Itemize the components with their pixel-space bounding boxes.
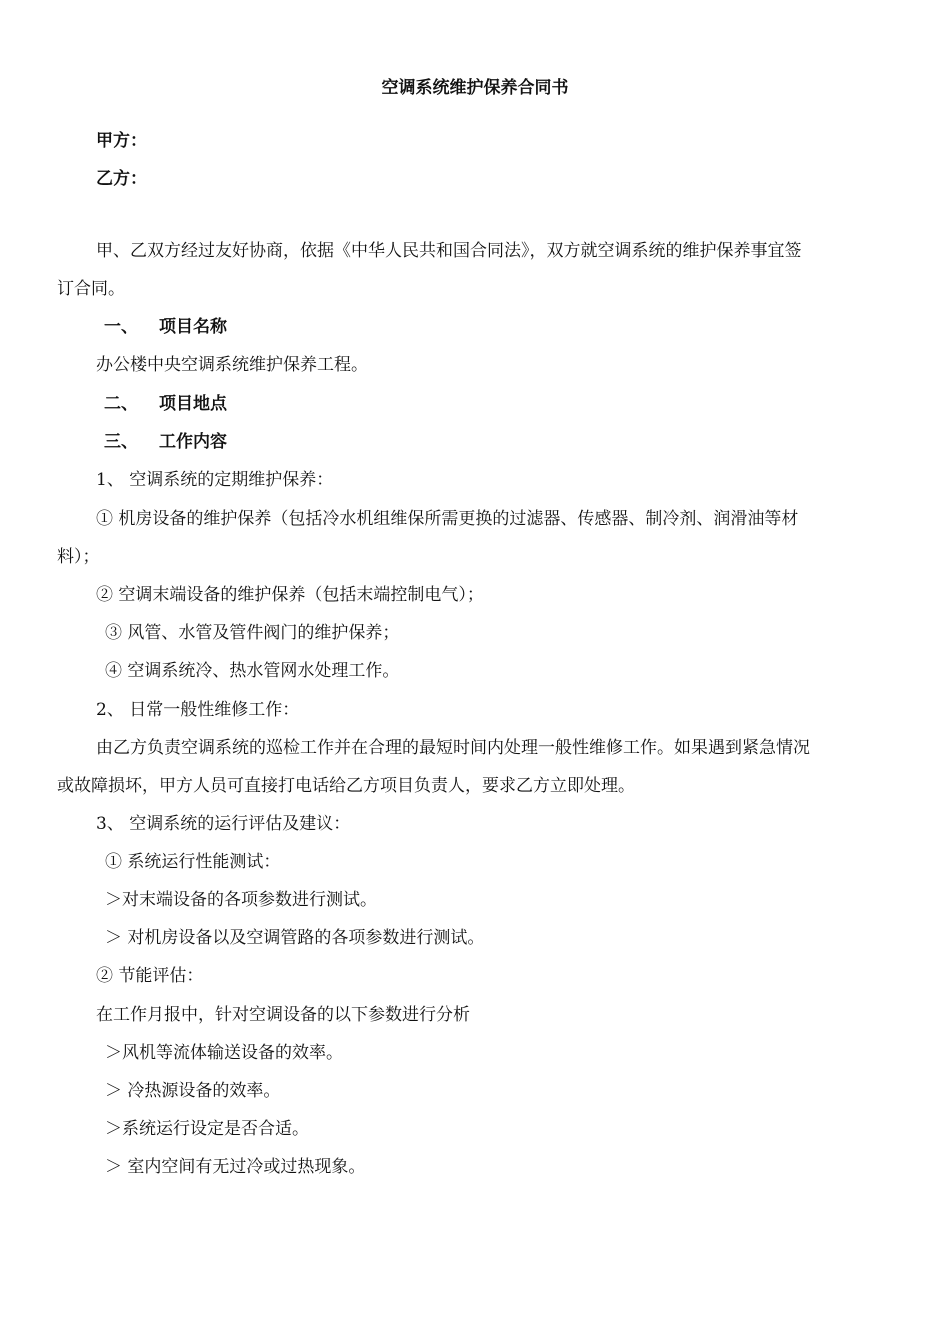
section-1-heading: 项目名称 xyxy=(159,317,227,337)
party-b-label: 乙方： xyxy=(96,169,147,189)
intro-paragraph-line-1: 甲、乙双方经过友好协商，依据《中华人民共和国合同法》，双方就空调系统的维护保养事宜签 xyxy=(96,241,802,261)
item-1d: ④ 空调系统冷、热水管网水处理工作。 xyxy=(105,661,400,681)
item-3b-bullet-4: ＞ 室内空间有无过冷或过热现象。 xyxy=(105,1157,366,1177)
item-3a-bullet-2: ＞ 对机房设备以及空调管路的各项参数进行测试。 xyxy=(105,928,485,948)
item-1c: ③ 风管、水管及管件阀门的维护保养； xyxy=(105,623,400,643)
item-1a-line-1: ① 机房设备的维护保养（包括冷水机组维保所需更换的过滤器、传感器、制冷剂、润滑油等材 xyxy=(96,509,799,529)
section-3-number: 三、 xyxy=(104,432,138,452)
item-3b-bullet-2: ＞ 冷热源设备的效率。 xyxy=(105,1081,281,1101)
section-1-body: 办公楼中央空调系统维护保养工程。 xyxy=(96,355,368,375)
item-2-body-line-1: 由乙方负责空调系统的巡检工作并在合理的最短时间内处理一般性维修工作。如果遇到紧急情况 xyxy=(96,738,810,758)
section-1-number: 一、 xyxy=(104,317,138,337)
item-3b-heading: ② 节能评估： xyxy=(96,966,204,986)
section-3-heading: 工作内容 xyxy=(159,432,227,452)
item-3a-bullet-1: ＞对末端设备的各项参数进行测试。 xyxy=(105,890,377,910)
section-2-heading: 项目地点 xyxy=(159,394,227,414)
item-3a-heading: ① 系统运行性能测试： xyxy=(105,852,281,872)
item-3b-bullet-3: ＞系统运行设定是否合适。 xyxy=(105,1119,309,1139)
item-3b-intro: 在工作月报中，针对空调设备的以下参数进行分析 xyxy=(96,1005,470,1025)
item-1-heading: 1、 空调系统的定期维护保养： xyxy=(96,470,334,490)
intro-paragraph-line-2: 订合同。 xyxy=(57,279,125,299)
item-3-heading: 3、 空调系统的运行评估及建议： xyxy=(96,814,351,834)
item-1a-line-2: 料）； xyxy=(57,547,100,567)
party-a-label: 甲方： xyxy=(96,131,147,151)
section-2-number: 二、 xyxy=(104,394,138,414)
item-2-heading: 2、 日常一般性维修工作： xyxy=(96,700,300,720)
item-3b-bullet-1: ＞风机等流体输送设备的效率。 xyxy=(105,1043,343,1063)
item-2-body-line-2: 或故障损坏，甲方人员可直接打电话给乙方项目负责人，要求乙方立即处理。 xyxy=(57,776,635,796)
item-1b: ② 空调末端设备的维护保养（包括末端控制电气）； xyxy=(96,585,484,605)
document-title: 空调系统维护保养合同书 xyxy=(381,78,569,98)
